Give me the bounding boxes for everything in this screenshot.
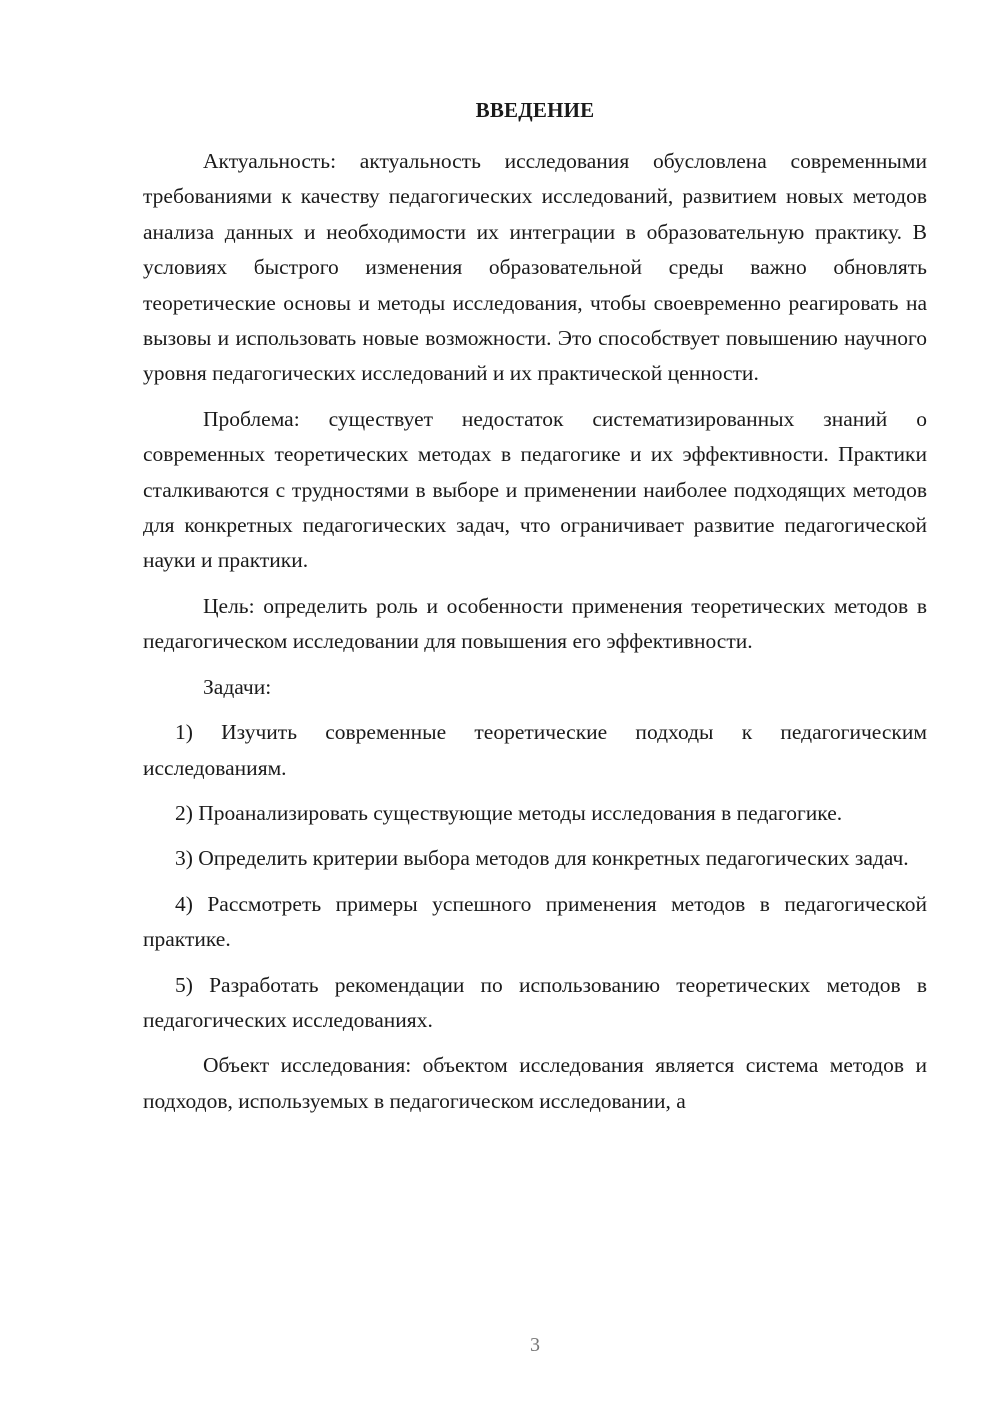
task-item-4: 4) Рассмотреть примеры успешного применения методов в педагогической практике. bbox=[143, 891, 927, 952]
paragraph-tasks-label: Задачи: bbox=[203, 674, 272, 699]
paragraph-problem: Проблема: существует недостаток систематизированных знаний о современных теоретических методах в педагогике и их эффективности. Практики сталкиваются с трудностями в выборе и применении наиболее подходящих методов для конкретных педагогических задач, что ограничивает развитие педагогической науки и практики. bbox=[143, 406, 927, 573]
task-item-1: 1) Изучить современные теоретические подходы к педагогическим исследованиям. bbox=[143, 720, 927, 780]
page-number: 3 bbox=[530, 1334, 540, 1356]
document-body bbox=[143, 144, 927, 1129]
paragraph-goal: Цель: определить роль и особенности применения теоретических методов в педагогическом исследовании для повышения его эффективности. bbox=[143, 593, 927, 654]
paragraph-object: Объект исследования: объектом исследования является система методов и подходов, используемых в педагогическом исследовании, а bbox=[143, 1053, 927, 1113]
paragraph-relevance: Актуальность: актуальность исследования обусловлена современными требованиями к качеству педагогических исследований, развитием новых методов анализа данных и необходимости их интеграции в образовательную практику. В условиях быстрого изменения образовательной среды важно обновлять теоретические основы и методы исследования, чтобы своевременно реагировать на вызовы и использовать новые возможности. Это способствует повышению научного уровня педагогических исследований и их практической ценности. bbox=[143, 149, 927, 386]
document-page bbox=[143, 0, 927, 1414]
task-item-3: 3) Определить критерии выбора методов для конкретных педагогических задач. bbox=[175, 846, 909, 871]
task-item-2: 2) Проанализировать существующие методы исследования в педагогике. bbox=[175, 800, 843, 825]
section-heading: ВВЕДЕНИЕ bbox=[475, 98, 595, 122]
task-item-5: 5) Разработать рекомендации по использованию теоретических методов в педагогических исследованиях. bbox=[143, 972, 927, 1032]
